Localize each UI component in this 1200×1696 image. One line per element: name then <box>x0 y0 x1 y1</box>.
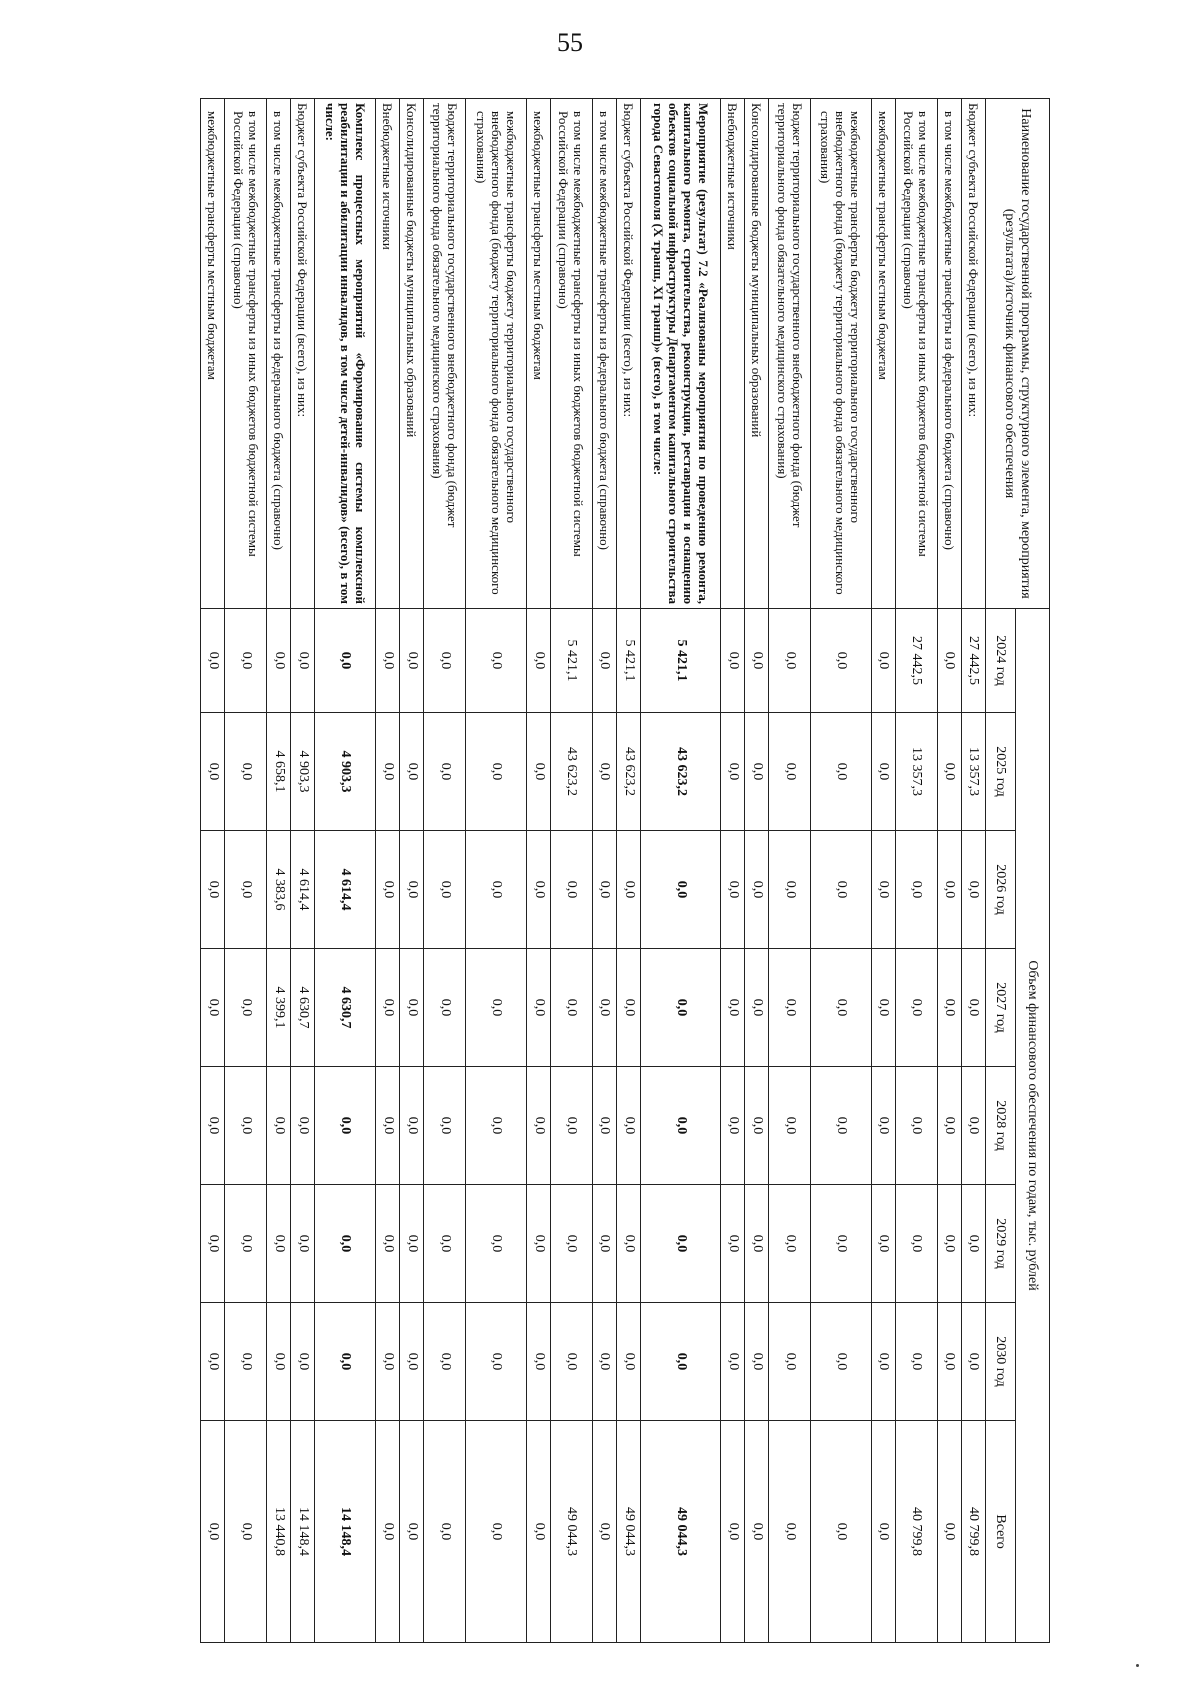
value-cell: 0,0 <box>376 1421 400 1643</box>
value-cell: 0,0 <box>720 831 744 949</box>
table-row <box>400 99 424 1643</box>
value-cell: 0,0 <box>895 949 937 1067</box>
value-cell: 0,0 <box>811 713 872 831</box>
value-cell: 0,0 <box>315 1303 376 1421</box>
table-row <box>201 99 225 1643</box>
value-cell: 4 903,3 <box>291 713 315 831</box>
value-cell: 0,0 <box>871 1185 895 1303</box>
row-name-cell: Бюджет субъекта Российской Федерации (всего), из них: <box>961 99 985 609</box>
value-cell: 0,0 <box>376 1185 400 1303</box>
table-row <box>641 99 721 1643</box>
value-cell: 0,0 <box>937 1303 961 1421</box>
value-cell: 0,0 <box>376 609 400 713</box>
value-cell: 0,0 <box>871 949 895 1067</box>
value-cell: 0,0 <box>937 609 961 713</box>
value-cell: 0,0 <box>961 1067 985 1185</box>
value-cell: 0,0 <box>315 1185 376 1303</box>
value-cell: 0,0 <box>617 831 641 949</box>
value-cell: 0,0 <box>592 1421 616 1643</box>
value-cell: 0,0 <box>201 1067 225 1185</box>
header-name-cell: Наименование государственной программы, структурного элемента, мероприятия (результата)/источник финансового обеспечения <box>986 99 1050 609</box>
value-cell: 0,0 <box>225 609 267 713</box>
value-cell: 0,0 <box>769 949 811 1067</box>
value-cell: 0,0 <box>895 1067 937 1185</box>
value-cell: 4 383,6 <box>267 831 291 949</box>
value-cell: 0,0 <box>961 831 985 949</box>
value-cell: 43 623,2 <box>551 713 593 831</box>
value-cell: 0,0 <box>225 1421 267 1643</box>
value-cell: 0,0 <box>592 949 616 1067</box>
value-cell: 0,0 <box>745 1067 769 1185</box>
value-cell: 0,0 <box>592 1185 616 1303</box>
value-cell: 0,0 <box>551 1185 593 1303</box>
table-row <box>376 99 400 1643</box>
value-cell: 0,0 <box>617 1067 641 1185</box>
value-cell: 0,0 <box>466 1421 527 1643</box>
value-cell: 0,0 <box>376 1303 400 1421</box>
value-cell: 0,0 <box>526 1421 550 1643</box>
value-cell: 0,0 <box>376 831 400 949</box>
value-cell: 0,0 <box>291 1303 315 1421</box>
row-name-cell: в том числе межбюджетные трансферты из иных бюджетов бюджетной системы Российской Федерации (справочно) <box>551 99 593 609</box>
value-cell: 43 623,2 <box>617 713 641 831</box>
scan-speck <box>1136 1664 1139 1667</box>
value-cell: 0,0 <box>811 1303 872 1421</box>
value-cell: 49 044,3 <box>641 1421 721 1643</box>
value-cell: 0,0 <box>424 949 466 1067</box>
table-row <box>811 99 872 1643</box>
value-cell: 0,0 <box>400 1421 424 1643</box>
value-cell: 0,0 <box>745 1303 769 1421</box>
table-row <box>769 99 811 1643</box>
row-name-cell: в том числе межбюджетные трансферты из федерального бюджета (справочно) <box>592 99 616 609</box>
value-cell: 0,0 <box>745 713 769 831</box>
value-cell: 0,0 <box>811 1067 872 1185</box>
value-cell: 0,0 <box>526 831 550 949</box>
table-row <box>895 99 937 1643</box>
value-cell: 40 799,8 <box>961 1421 985 1643</box>
value-cell: 0,0 <box>592 713 616 831</box>
value-cell: 0,0 <box>937 713 961 831</box>
value-cell: 49 044,3 <box>551 1421 593 1643</box>
row-name-cell: межбюджетные трансферты бюджету территориального государственного внебюджетного фонда (бюджету территориального фонда обязательного медицинского страхования) <box>466 99 527 609</box>
value-cell: 5 421,1 <box>551 609 593 713</box>
value-cell: 0,0 <box>871 713 895 831</box>
value-cell: 0,0 <box>745 831 769 949</box>
value-cell: 0,0 <box>424 1303 466 1421</box>
value-cell: 0,0 <box>617 1303 641 1421</box>
row-name-cell: в том числе межбюджетные трансферты из федерального бюджета (справочно) <box>937 99 961 609</box>
value-cell: 0,0 <box>424 831 466 949</box>
value-cell: 0,0 <box>745 1185 769 1303</box>
value-cell: 0,0 <box>400 713 424 831</box>
value-cell: 13 357,3 <box>961 713 985 831</box>
value-cell: 0,0 <box>769 609 811 713</box>
value-cell: 0,0 <box>720 1067 744 1185</box>
value-cell: 49 044,3 <box>617 1421 641 1643</box>
value-cell: 0,0 <box>720 1421 744 1643</box>
value-cell: 0,0 <box>424 1421 466 1643</box>
financing-table <box>200 98 1050 1643</box>
value-cell: 13 440,8 <box>267 1421 291 1643</box>
value-cell: 0,0 <box>871 609 895 713</box>
value-cell: 0,0 <box>466 1303 527 1421</box>
rotated-table-container <box>200 98 1050 1642</box>
value-cell: 13 357,3 <box>895 713 937 831</box>
value-cell: 0,0 <box>769 1303 811 1421</box>
value-cell: 0,0 <box>592 609 616 713</box>
value-cell: 0,0 <box>291 609 315 713</box>
value-cell: 0,0 <box>201 1421 225 1643</box>
value-cell: 5 421,1 <box>641 609 721 713</box>
row-name-cell: Мероприятие (результат) 7.2 «Реализованы мероприятия по проведению ремонта, капитального ремонта, строительства, реконструкции, реставрации и оснащению объектов социальной инфраструктуры Департаментом капитального строительства города Севастополя (X транш, XI транш)» (всего), в том числе: <box>641 99 721 609</box>
value-cell: 0,0 <box>745 609 769 713</box>
value-cell: 0,0 <box>937 1067 961 1185</box>
year-header-cell: 2027 год <box>986 949 1016 1067</box>
value-cell: 0,0 <box>201 1185 225 1303</box>
value-cell: 0,0 <box>400 1303 424 1421</box>
value-cell: 0,0 <box>526 1303 550 1421</box>
value-cell: 0,0 <box>937 1185 961 1303</box>
value-cell: 5 421,1 <box>617 609 641 713</box>
value-cell: 0,0 <box>937 1421 961 1643</box>
value-cell: 0,0 <box>961 1185 985 1303</box>
year-header-cell: 2025 год <box>986 713 1016 831</box>
value-cell: 0,0 <box>895 1303 937 1421</box>
row-name-cell: в том числе межбюджетные трансферты из иных бюджетов бюджетной системы Российской Федерации (справочно) <box>895 99 937 609</box>
value-cell: 0,0 <box>961 1303 985 1421</box>
year-header-cell: 2029 год <box>986 1185 1016 1303</box>
row-name-cell: Консолидированные бюджеты муниципальных образований <box>400 99 424 609</box>
value-cell: 0,0 <box>871 831 895 949</box>
year-header-cell: 2024 год <box>986 609 1016 713</box>
row-name-cell: межбюджетные трансферты бюджету территориального государственного внебюджетного фонда (бюджету территориального фонда обязательного медицинского страхования) <box>811 99 872 609</box>
value-cell: 0,0 <box>592 1067 616 1185</box>
table-row <box>617 99 641 1643</box>
value-cell: 0,0 <box>424 609 466 713</box>
value-cell: 0,0 <box>376 1067 400 1185</box>
row-name-cell: межбюджетные трансферты местным бюджетам <box>526 99 550 609</box>
value-cell: 0,0 <box>526 609 550 713</box>
value-cell: 0,0 <box>641 1185 721 1303</box>
value-cell: 0,0 <box>937 831 961 949</box>
value-cell: 0,0 <box>400 949 424 1067</box>
table-row <box>592 99 616 1643</box>
value-cell: 0,0 <box>720 1185 744 1303</box>
value-cell: 0,0 <box>291 1185 315 1303</box>
value-cell: 0,0 <box>267 1303 291 1421</box>
value-cell: 0,0 <box>592 831 616 949</box>
value-cell: 0,0 <box>811 949 872 1067</box>
value-cell: 0,0 <box>376 949 400 1067</box>
value-cell: 0,0 <box>466 609 527 713</box>
value-cell: 14 148,4 <box>291 1421 315 1643</box>
value-cell: 0,0 <box>400 1067 424 1185</box>
value-cell: 0,0 <box>201 831 225 949</box>
table-row <box>291 99 315 1643</box>
value-cell: 0,0 <box>592 1303 616 1421</box>
value-cell: 0,0 <box>641 831 721 949</box>
value-cell: 0,0 <box>267 1185 291 1303</box>
value-cell: 0,0 <box>641 1067 721 1185</box>
value-cell: 0,0 <box>526 949 550 1067</box>
value-cell: 0,0 <box>617 1185 641 1303</box>
value-cell: 0,0 <box>811 1421 872 1643</box>
value-cell: 0,0 <box>526 1185 550 1303</box>
value-cell: 0,0 <box>526 713 550 831</box>
value-cell: 0,0 <box>466 1185 527 1303</box>
value-cell: 0,0 <box>315 609 376 713</box>
value-cell: 0,0 <box>871 1421 895 1643</box>
value-cell: 0,0 <box>551 949 593 1067</box>
table-row <box>466 99 527 1643</box>
value-cell: 0,0 <box>641 1303 721 1421</box>
value-cell: 0,0 <box>551 1067 593 1185</box>
table-row <box>225 99 267 1643</box>
value-cell: 0,0 <box>551 831 593 949</box>
value-cell: 0,0 <box>720 949 744 1067</box>
value-cell: 4 658,1 <box>267 713 291 831</box>
value-cell: 40 799,8 <box>895 1421 937 1643</box>
row-name-cell: в том числе межбюджетные трансферты из иных бюджетов бюджетной системы Российской Федерации (справочно) <box>225 99 267 609</box>
value-cell: 0,0 <box>376 713 400 831</box>
value-cell: 4 614,4 <box>291 831 315 949</box>
value-cell: 0,0 <box>315 1067 376 1185</box>
value-cell: 0,0 <box>526 1067 550 1185</box>
value-cell: 0,0 <box>267 609 291 713</box>
value-cell: 0,0 <box>225 949 267 1067</box>
table-row <box>526 99 550 1643</box>
value-cell: 0,0 <box>225 1185 267 1303</box>
value-cell: 0,0 <box>201 609 225 713</box>
value-cell: 0,0 <box>400 609 424 713</box>
value-cell: 0,0 <box>720 713 744 831</box>
value-cell: 0,0 <box>424 1067 466 1185</box>
value-cell: 4 903,3 <box>315 713 376 831</box>
value-cell: 0,0 <box>769 1067 811 1185</box>
value-cell: 0,0 <box>466 949 527 1067</box>
row-name-cell: в том числе межбюджетные трансферты из федерального бюджета (справочно) <box>267 99 291 609</box>
value-cell: 0,0 <box>466 831 527 949</box>
value-cell: 0,0 <box>937 949 961 1067</box>
value-cell: 0,0 <box>225 831 267 949</box>
row-name-cell: межбюджетные трансферты местным бюджетам <box>201 99 225 609</box>
value-cell: 0,0 <box>745 949 769 1067</box>
value-cell: 43 623,2 <box>641 713 721 831</box>
value-cell: 0,0 <box>225 1067 267 1185</box>
value-cell: 0,0 <box>811 1185 872 1303</box>
value-cell: 0,0 <box>424 1185 466 1303</box>
row-name-cell: Бюджет территориального государственного внебюджетного фонда (бюджет территориального фонда обязательного медицинского страхования) <box>769 99 811 609</box>
value-cell: 0,0 <box>961 949 985 1067</box>
value-cell: 0,0 <box>871 1303 895 1421</box>
table-row <box>424 99 466 1643</box>
value-cell: 0,0 <box>400 831 424 949</box>
value-cell: 0,0 <box>769 713 811 831</box>
table-row <box>961 99 985 1643</box>
value-cell: 0,0 <box>641 949 721 1067</box>
year-header-cell: 2026 год <box>986 831 1016 949</box>
table-row <box>745 99 769 1643</box>
value-cell: 0,0 <box>871 1067 895 1185</box>
row-name-cell: Внебюджетные источники <box>720 99 744 609</box>
table-row <box>937 99 961 1643</box>
value-cell: 0,0 <box>400 1185 424 1303</box>
value-cell: 0,0 <box>769 1421 811 1643</box>
year-header-cell: Всего <box>986 1421 1016 1643</box>
value-cell: 0,0 <box>201 1303 225 1421</box>
value-cell: 0,0 <box>811 831 872 949</box>
table-row <box>315 99 376 1643</box>
value-cell: 0,0 <box>895 831 937 949</box>
row-name-cell: Внебюджетные источники <box>376 99 400 609</box>
value-cell: 0,0 <box>551 1303 593 1421</box>
row-name-cell: Бюджет субъекта Российской Федерации (всего), из них: <box>291 99 315 609</box>
value-cell: 0,0 <box>769 1185 811 1303</box>
page-number: 55 <box>557 28 583 57</box>
value-cell: 14 148,4 <box>315 1421 376 1643</box>
value-cell: 4 614,4 <box>315 831 376 949</box>
value-cell: 0,0 <box>291 1067 315 1185</box>
value-cell: 4 399,1 <box>267 949 291 1067</box>
row-name-cell: Бюджет территориального государственного внебюджетного фонда (бюджет территориального фонда обязательного медицинского страхования) <box>424 99 466 609</box>
value-cell: 0,0 <box>466 1067 527 1185</box>
value-cell: 0,0 <box>201 713 225 831</box>
value-cell: 4 630,7 <box>315 949 376 1067</box>
value-cell: 0,0 <box>720 1303 744 1421</box>
table-row <box>720 99 744 1643</box>
value-cell: 0,0 <box>895 1185 937 1303</box>
row-name-cell: Комплекс процессных мероприятий «Формирование системы комплексной реабилитации и абилитации инвалидов, в том числе детей-инвалидов» (всего), в том числе: <box>315 99 376 609</box>
value-cell: 4 630,7 <box>291 949 315 1067</box>
value-cell: 0,0 <box>466 713 527 831</box>
row-name-cell: Консолидированные бюджеты муниципальных образований <box>745 99 769 609</box>
year-header-cell: 2028 год <box>986 1067 1016 1185</box>
value-cell: 0,0 <box>225 713 267 831</box>
value-cell: 0,0 <box>267 1067 291 1185</box>
row-name-cell: Бюджет субъекта Российской Федерации (всего), из них: <box>617 99 641 609</box>
value-cell: 27 442,5 <box>961 609 985 713</box>
value-cell: 0,0 <box>424 713 466 831</box>
value-cell: 0,0 <box>811 609 872 713</box>
table-row <box>551 99 593 1643</box>
value-cell: 0,0 <box>201 949 225 1067</box>
value-cell: 0,0 <box>225 1303 267 1421</box>
value-cell: 0,0 <box>745 1421 769 1643</box>
value-cell: 0,0 <box>769 831 811 949</box>
row-name-cell: межбюджетные трансферты местным бюджетам <box>871 99 895 609</box>
table-row <box>871 99 895 1643</box>
year-header-cell: 2030 год <box>986 1303 1016 1421</box>
value-cell: 0,0 <box>617 949 641 1067</box>
value-cell: 27 442,5 <box>895 609 937 713</box>
value-cell: 0,0 <box>720 609 744 713</box>
table-row <box>267 99 291 1643</box>
header-group-cell: Объем финансового обеспечения по годам, тыс. рублей <box>1016 609 1050 1643</box>
